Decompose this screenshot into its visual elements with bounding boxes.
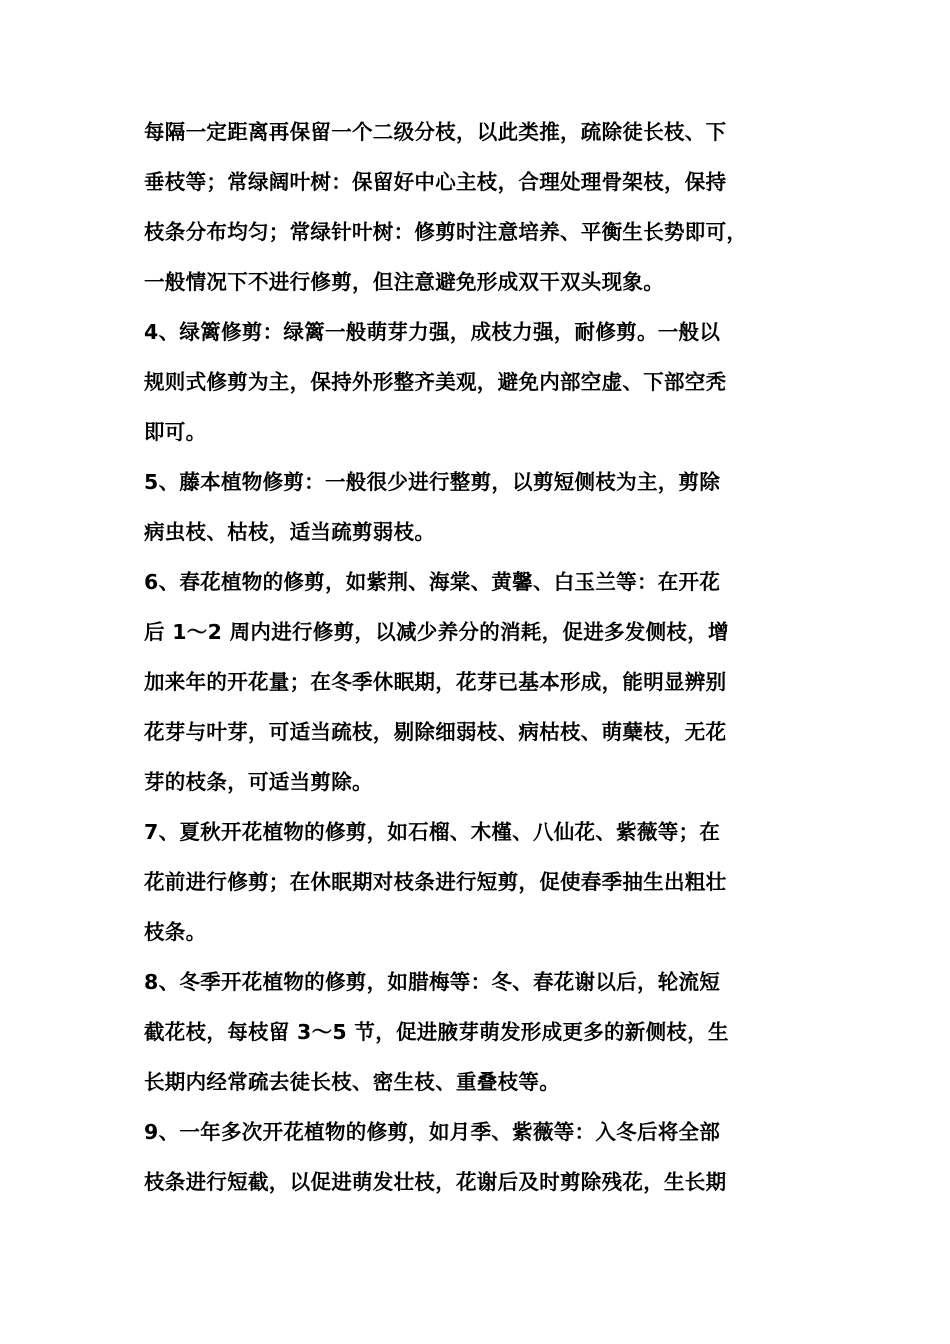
text-line: 枝条分布均匀；常绿针叶树：修剪时注意培养、平衡生长势即可， bbox=[144, 220, 748, 244]
text-line: 后 1～2 周内进行修剪，以减少养分的消耗，促进多发侧枝，增 bbox=[144, 620, 729, 644]
text-line: 花前进行修剪；在休眠期对枝条进行短剪，促使春季抽生出粗壮 bbox=[144, 870, 727, 894]
text-line: 枝条。 bbox=[144, 920, 207, 944]
text-line: 长期内经常疏去徒长枝、密生枝、重叠枝等。 bbox=[144, 1070, 560, 1094]
text-line: 枝条进行短截，以促进萌发壮枝，花谢后及时剪除残花，生长期 bbox=[144, 1170, 727, 1194]
text-line: 病虫枝、枯枝，适当疏剪弱枝。 bbox=[144, 520, 436, 544]
text-line: 加来年的开花量；在冬季休眠期，花芽已基本形成，能明显辨别 bbox=[144, 670, 727, 694]
text-line: 9、一年多次开花植物的修剪，如月季、紫薇等：入冬后将全部 bbox=[144, 1120, 721, 1144]
document-body bbox=[144, 107, 816, 1207]
text-line: 一般情况下不进行修剪，但注意避免形成双干双头现象。 bbox=[144, 270, 664, 294]
text-line: 垂枝等；常绿阔叶树：保留好中心主枝，合理处理骨架枝，保持 bbox=[144, 170, 727, 194]
text-line: 7、夏秋开花植物的修剪，如石榴、木槿、八仙花、紫薇等；在 bbox=[144, 820, 721, 844]
text-line: 芽的枝条，可适当剪除。 bbox=[144, 770, 373, 794]
text-line: 即可。 bbox=[144, 420, 207, 444]
text-line: 6、春花植物的修剪，如紫荆、海棠、黄馨、白玉兰等：在开花 bbox=[144, 570, 721, 594]
text-line: 每隔一定距离再保留一个二级分枝，以此类推，疏除徒长枝、下 bbox=[144, 120, 727, 144]
text-line: 5、藤本植物修剪：一般很少进行整剪，以剪短侧枝为主，剪除 bbox=[144, 470, 721, 494]
text-line: 规则式修剪为主，保持外形整齐美观，避免内部空虚、下部空秃 bbox=[144, 370, 727, 394]
text-line: 截花枝，每枝留 3～5 节，促进腋芽萌发形成更多的新侧枝，生 bbox=[144, 1020, 729, 1044]
text-line: 4、绿篱修剪：绿篱一般萌芽力强，成枝力强，耐修剪。一般以 bbox=[144, 320, 721, 344]
text-line: 花芽与叶芽，可适当疏枝，剔除细弱枝、病枯枝、萌蘖枝，无花 bbox=[144, 720, 727, 744]
text-line: 8、冬季开花植物的修剪，如腊梅等：冬、春花谢以后，轮流短 bbox=[144, 970, 721, 994]
